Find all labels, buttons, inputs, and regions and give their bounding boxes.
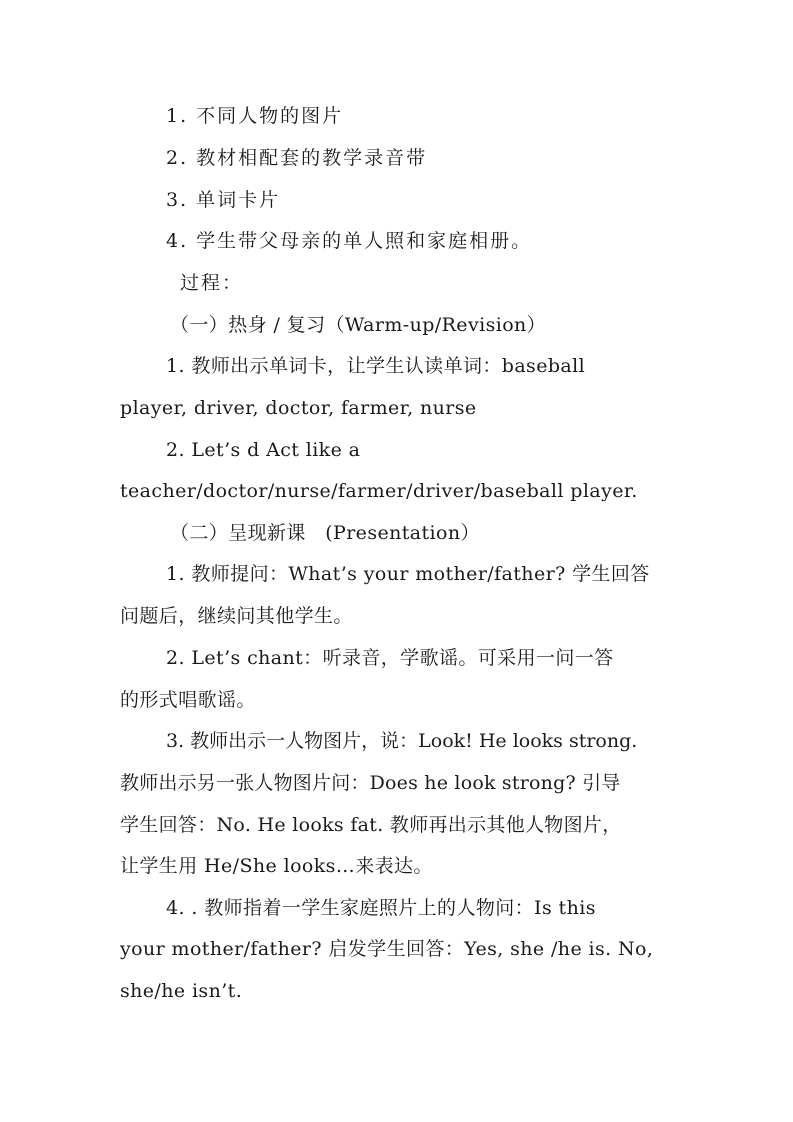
materials-item-3: 3. 单词卡片 [166, 189, 281, 211]
presentation-step-4-line-3: she/he isn’t. [120, 980, 243, 1002]
warmup-step-1-line-1: 1. 教师出示单词卡，让学生认读单词：baseball [166, 355, 586, 377]
presentation-step-2-line-2: 的形式唱歌谣。 [120, 689, 256, 711]
section-heading-warmup: （一）热身 / 复习（Warm-up/Revision） [170, 314, 547, 336]
presentation-step-3-line-1: 3. 教师出示一人物图片，说：Look! He looks strong. [166, 730, 638, 752]
materials-item-4: 4. 学生带父母亲的单人照和家庭相册。 [166, 230, 533, 252]
materials-item-1: 1. 不同人物的图片 [166, 105, 344, 127]
presentation-step-2-line-1: 2. Let’s chant：听录音，学歌谣。可采用一问一答 [166, 647, 614, 669]
process-heading: 过程： [180, 272, 244, 294]
presentation-step-3-line-3: 学生回答：No. He looks fat. 教师再出示其他人物图片， [120, 814, 622, 836]
presentation-step-1-line-2: 问题后，继续问其他学生。 [120, 605, 353, 627]
section-heading-presentation: （二）呈现新课 (Presentation） [170, 522, 480, 544]
warmup-step-2-line-1: 2. Let’s d Act like a [166, 439, 361, 461]
materials-item-2: 2. 教材相配套的教学录音带 [166, 147, 428, 169]
presentation-step-4-line-1: 4. . 教师指着一学生家庭照片上的人物问：Is this [166, 897, 596, 919]
warmup-step-1-line-2: player, driver, doctor, farmer, nurse [120, 397, 477, 419]
presentation-step-4-line-2: your mother/father? 启发学生回答：Yes, she /he is. No, [120, 938, 654, 960]
warmup-step-2-line-2: teacher/doctor/nurse/farmer/driver/baseball player. [120, 480, 638, 502]
presentation-step-3-line-2: 教师出示另一张人物图片问：Does he look strong? 引导 [120, 772, 621, 794]
presentation-step-1-line-1: 1. 教师提问：What’s your mother/father? 学生回答 [166, 563, 650, 585]
presentation-step-3-line-4: 让学生用 He/She looks…来表达。 [120, 855, 433, 877]
